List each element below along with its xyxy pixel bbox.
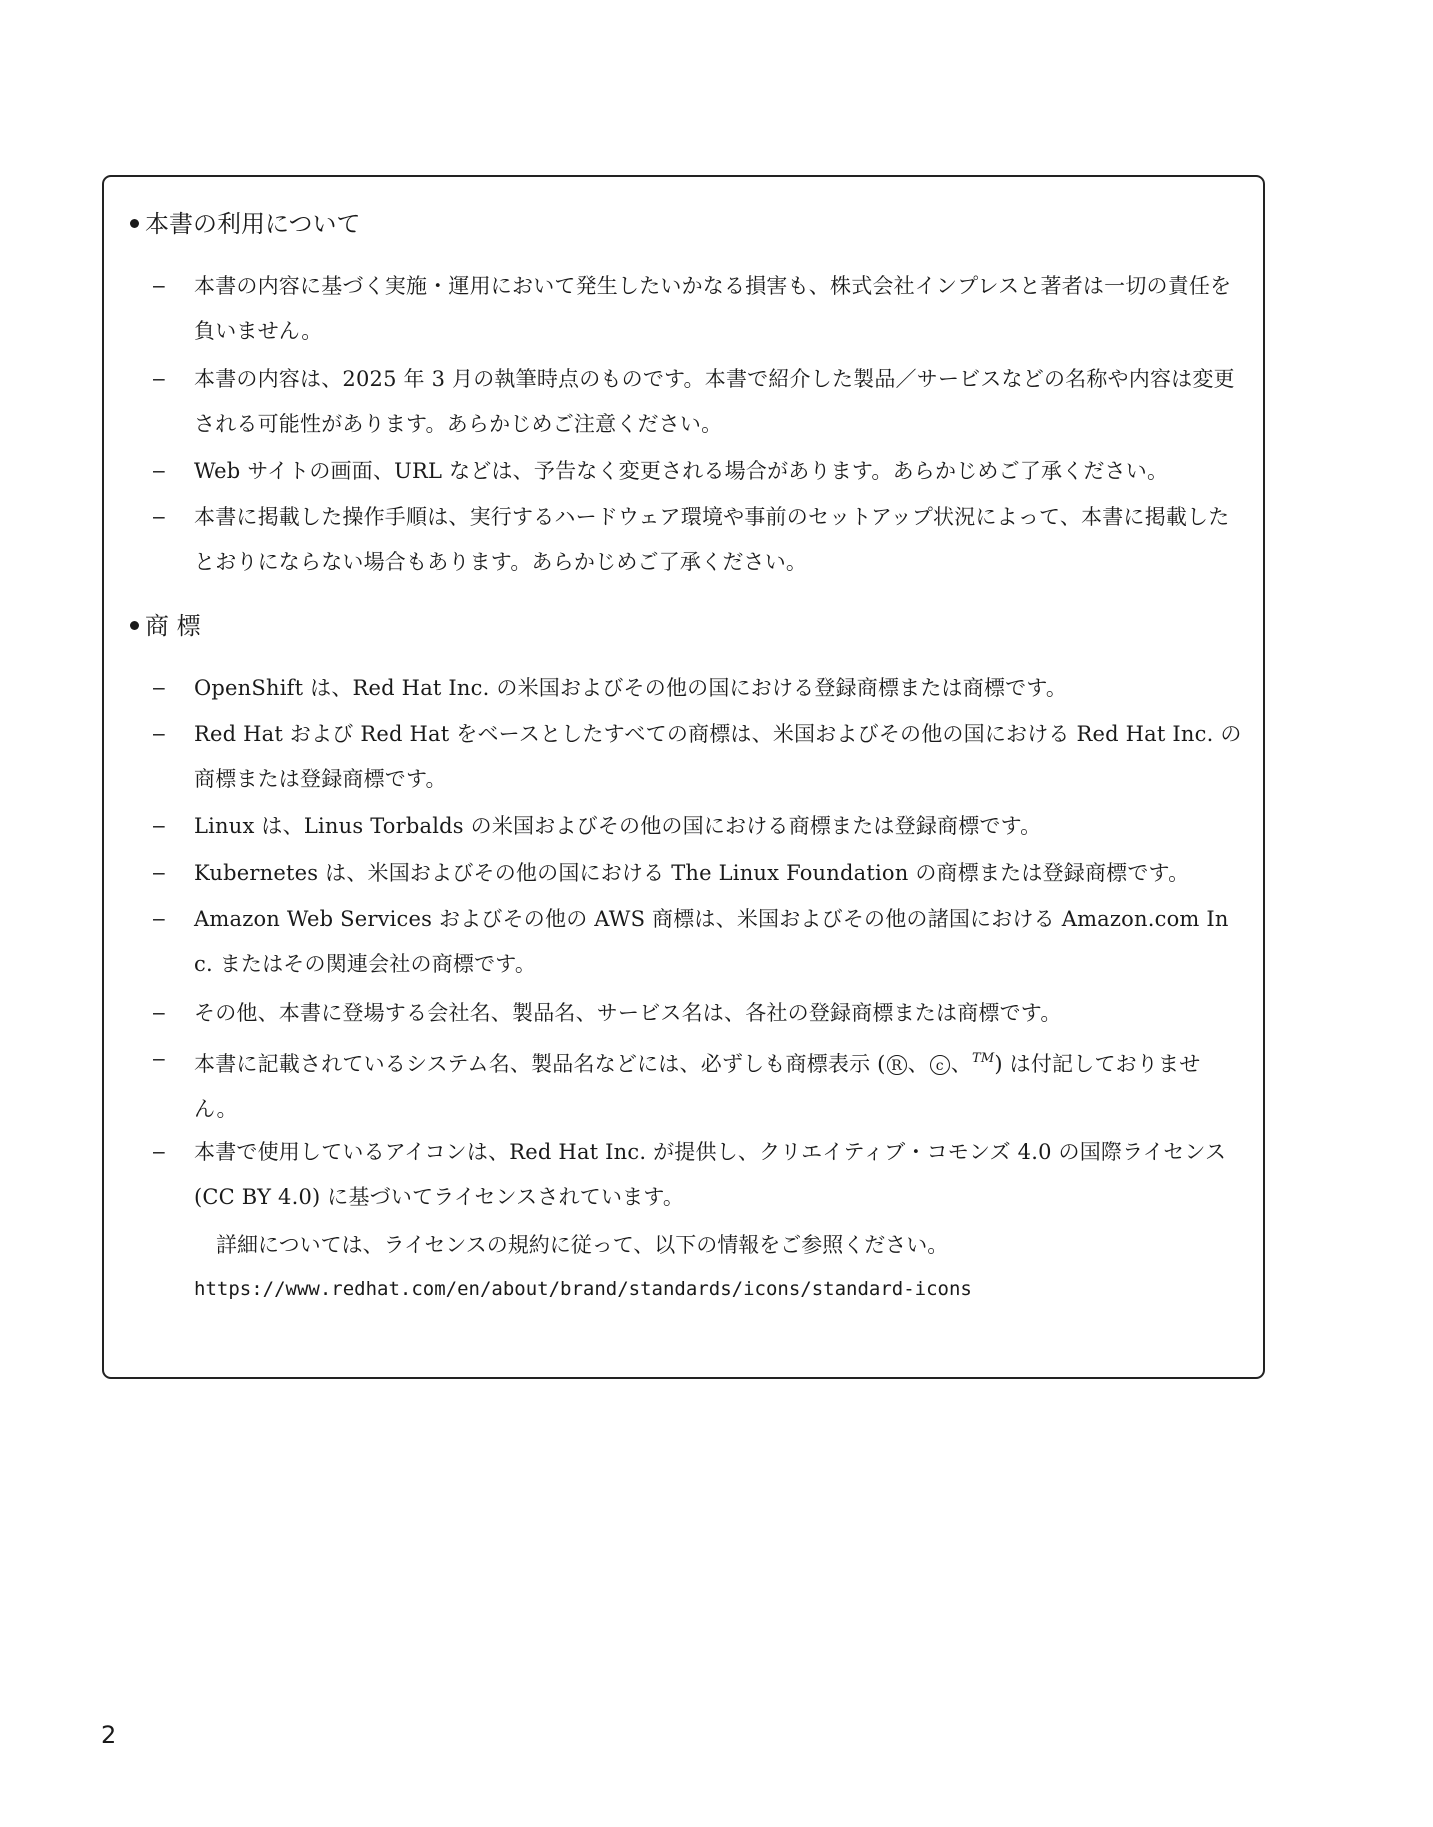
- dash-marker: –: [153, 907, 165, 930]
- dash-marker: –: [153, 1047, 165, 1070]
- symbols-separator: 、: [950, 1052, 972, 1076]
- list-item: [153, 495, 1243, 584]
- symbols-text-after: ) は付記しておりません。: [194, 1052, 1201, 1121]
- page-number: 2: [101, 1721, 117, 1749]
- list-item-text: 本書に掲載した操作手順は、実行するハードウェア環境や事前のセットアップ状況によって、本書に掲載したとおりにならない場合もあります。あらかじめご了承ください。: [194, 505, 1230, 574]
- trademark-superscript: TM: [971, 1051, 995, 1066]
- dash-marker: –: [153, 459, 165, 482]
- list-item-text: 本書の内容に基づく実施・運用において発生したいかなる損害も、株式会社インプレスと著者は一切の責任を負いません。: [194, 274, 1232, 343]
- dash-marker: –: [153, 861, 165, 884]
- list-item: [153, 804, 1243, 849]
- dash-marker: –: [153, 722, 165, 745]
- list-item: [153, 449, 1243, 494]
- list-item-text: Web サイトの画面、URL などは、予告なく変更される場合があります。あらかじめご了承ください。: [194, 459, 1169, 483]
- list-item-text: 本書の内容は、2025 年 3 月の執筆時点のものです。本書で紹介した製品／サービスなどの名称や内容は変更される可能性があります。あらかじめご注意ください。: [194, 367, 1235, 436]
- dash-marker: –: [153, 367, 165, 390]
- notice-box: [102, 175, 1265, 1379]
- copyright-mark-icon: c: [930, 1055, 950, 1075]
- trademarks-heading: [130, 609, 201, 643]
- bullet-dot-icon: [130, 219, 139, 228]
- list-item: [153, 991, 1243, 1036]
- list-item: [153, 666, 1243, 711]
- dash-marker: –: [153, 676, 165, 699]
- list-item: [153, 1130, 1243, 1219]
- list-item: [153, 712, 1243, 801]
- list-item-text: その他、本書に登場する会社名、製品名、サービス名は、各社の登録商標または商標です。: [194, 1001, 1062, 1025]
- symbols-text-before: 本書に記載されているシステム名、製品名などには、必ずしも商標表示 (: [194, 1052, 886, 1076]
- list-item: [153, 897, 1243, 986]
- list-item-trademark-symbols: [153, 1037, 1243, 1131]
- trademarks-heading-text: 商 標: [145, 612, 201, 640]
- dash-marker: –: [153, 1140, 165, 1163]
- registered-mark-icon: R: [887, 1055, 907, 1075]
- list-item-text: OpenShift は、Red Hat Inc. の米国およびその他の国における登録商標または商標です。: [194, 676, 1068, 700]
- dash-marker: –: [153, 274, 165, 297]
- dash-marker: –: [153, 1001, 165, 1024]
- icons-detail-text: 詳細については、ライセンスの規約に従って、以下の情報をご参照ください。: [216, 1233, 949, 1257]
- dash-marker: –: [153, 814, 165, 837]
- bullet-dot-icon: [130, 621, 139, 630]
- list-item: [153, 264, 1243, 353]
- list-item: [153, 357, 1243, 446]
- usage-heading-text: 本書の利用について: [145, 210, 361, 238]
- dash-marker: –: [153, 505, 165, 528]
- usage-heading: [130, 207, 361, 241]
- list-item-text: 本書で使用しているアイコンは、Red Hat Inc. が提供し、クリエイティブ・コモンズ 4.0 の国際ライセンス (CC BY 4.0) に基づいてライセンスされています。: [194, 1140, 1227, 1209]
- symbols-separator: 、: [907, 1052, 929, 1076]
- list-item-text: Red Hat および Red Hat をベースとしたすべての商標は、米国およびその他の国における Red Hat Inc. の商標または登録商標です。: [194, 722, 1242, 791]
- list-item-text: Kubernetes は、米国およびその他の国における The Linux Foundation の商標または登録商標です。: [194, 861, 1190, 885]
- list-item-text: Amazon Web Services およびその他の AWS 商標は、米国およびその他の諸国における Amazon.com Inc. またはその関連会社の商標です。: [194, 907, 1229, 976]
- list-item: [153, 851, 1243, 896]
- list-item-text: Linux は、Linus Torbalds の米国およびその他の国における商標または登録商標です。: [194, 814, 1042, 838]
- icons-url-text: https://www.redhat.com/en/about/brand/standards/icons/standard-icons: [194, 1278, 972, 1300]
- list-item-text: [194, 1037, 1243, 1131]
